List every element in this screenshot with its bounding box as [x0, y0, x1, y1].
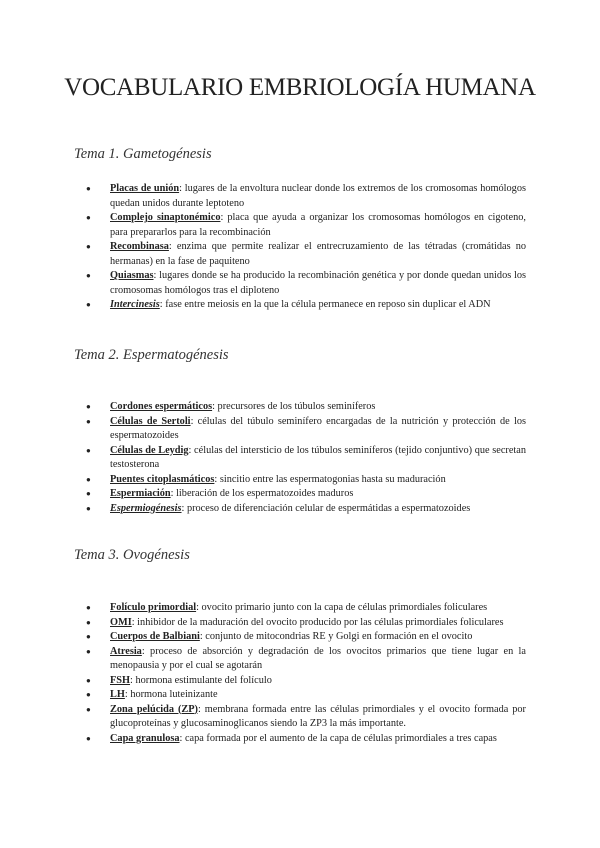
- list-item: [86, 240, 526, 269]
- term-label: Atresia: [110, 645, 142, 657]
- list-item: [86, 674, 526, 689]
- term-list-gametogenesis: [86, 182, 526, 313]
- term-label: Capa granulosa: [110, 732, 180, 744]
- term-definition: : hormona luteinizante: [124, 689, 218, 700]
- term-label: Recombinasa: [110, 241, 169, 252]
- term-label: Puentes citoplasmáticos: [110, 473, 215, 485]
- list-item: [86, 415, 526, 444]
- term-label: Espermiación: [110, 488, 171, 499]
- document-title: VOCABULARIO EMBRIOLOGÍA HUMANA: [64, 74, 536, 101]
- section-heading-gametogenesis: Tema 1. Gametogénesis: [74, 146, 212, 162]
- term-definition: : células del intersticio de los túbulos seminíferos (tejido conjuntivo) que secretan testosterona: [110, 444, 526, 470]
- term-definition: : fase entre meiosis en la que la célula permanece en reposo sin duplicar el ADN: [159, 299, 491, 310]
- term-label: FSH: [110, 674, 131, 686]
- term-label: Zona pelúcida (ZP): [110, 703, 198, 715]
- list-item: [86, 688, 526, 703]
- term-definition: : lugares de la envoltura nuclear donde los extremos de los cromosomas homólogos quedan unidos durante leptoteno: [110, 183, 526, 209]
- list-item: [86, 645, 526, 674]
- term-definition: : enzima que permite realizar el entrecruzamiento de las tétradas (cromátidas no hermanas) en la fase de paquiteno: [110, 241, 526, 267]
- list-item: [86, 502, 526, 517]
- term-label: OMI: [110, 616, 132, 628]
- term-definition: : lugares donde se ha producido la recombinación genética y por donde quedan unidos los cromosomas homólogos tras el diploteno: [110, 270, 526, 296]
- term-definition: : conjunto de mitocondrias RE y Golgi en formación en el ovocito: [199, 631, 473, 642]
- list-item: [86, 487, 526, 502]
- term-definition: : inhibidor de la maduración del ovocito producido por las células primordiales foliculares: [131, 616, 504, 628]
- term-label: LH: [110, 689, 125, 700]
- term-list-ovogenesis: [86, 601, 526, 746]
- term-label: Placas de unión: [110, 183, 180, 194]
- list-item: [86, 211, 526, 240]
- term-definition: : proceso de diferenciación celular de espermátidas a espermatozoides: [181, 502, 471, 514]
- list-item: [86, 601, 526, 616]
- term-label: Cordones espermáticos: [110, 401, 213, 412]
- list-item: [86, 182, 526, 211]
- term-label: Espermiogénesis: [110, 502, 182, 514]
- term-label: Complejo sinaptonémico: [110, 212, 221, 223]
- term-definition: : sincitio entre las espermatogonias hasta su maduración: [214, 473, 446, 485]
- term-label: Quiasmas: [110, 270, 154, 281]
- section-heading-espermatogenesis: Tema 2. Espermatogénesis: [74, 347, 229, 363]
- term-definition: : precursores de los túbulos seminíferos: [212, 401, 376, 412]
- term-definition: : proceso de absorción y degradación de los ovocitos primarios que tiene lugar en la menopausia y por el cual se agotarán: [110, 645, 526, 671]
- term-definition: : liberación de los espermatozoides maduros: [170, 488, 354, 499]
- term-label: Cuerpos de Balbiani: [110, 631, 200, 642]
- term-definition: : hormona estimulante del folículo: [130, 674, 272, 686]
- list-item: [86, 269, 526, 298]
- list-item: [86, 703, 526, 732]
- list-item: [86, 400, 526, 415]
- term-label: Células de Sertoli: [110, 415, 191, 427]
- term-label: Células de Leydig: [110, 444, 189, 456]
- term-definition: : ovocito primario junto con la capa de células primordiales foliculares: [196, 602, 488, 613]
- term-label: Intercinesis: [110, 299, 160, 310]
- term-definition: : capa formada por el aumento de la capa de células primordiales a tres capas: [179, 732, 497, 744]
- list-item: [86, 473, 526, 488]
- term-definition: : membrana formada entre las células primordiales y el ovocito formada por glucoproteínas y glucosaminoglicanos siendo la ZP3 la más importante.: [110, 703, 526, 729]
- list-item: [86, 298, 526, 313]
- term-definition: : células del túbulo seminífero encargadas de la nutrición y protección de los espermatozoides: [110, 415, 526, 441]
- list-item: [86, 732, 526, 747]
- term-list-espermatogenesis: [86, 400, 526, 516]
- section-heading-ovogenesis: Tema 3. Ovogénesis: [74, 547, 190, 563]
- list-item: [86, 444, 526, 473]
- list-item: [86, 630, 526, 645]
- list-item: [86, 616, 526, 631]
- term-definition: : placa que ayuda a organizar los cromosomas homólogos en cigoteno, para prepararlos para la recombinación: [110, 212, 526, 238]
- term-label: Folículo primordial: [110, 602, 197, 613]
